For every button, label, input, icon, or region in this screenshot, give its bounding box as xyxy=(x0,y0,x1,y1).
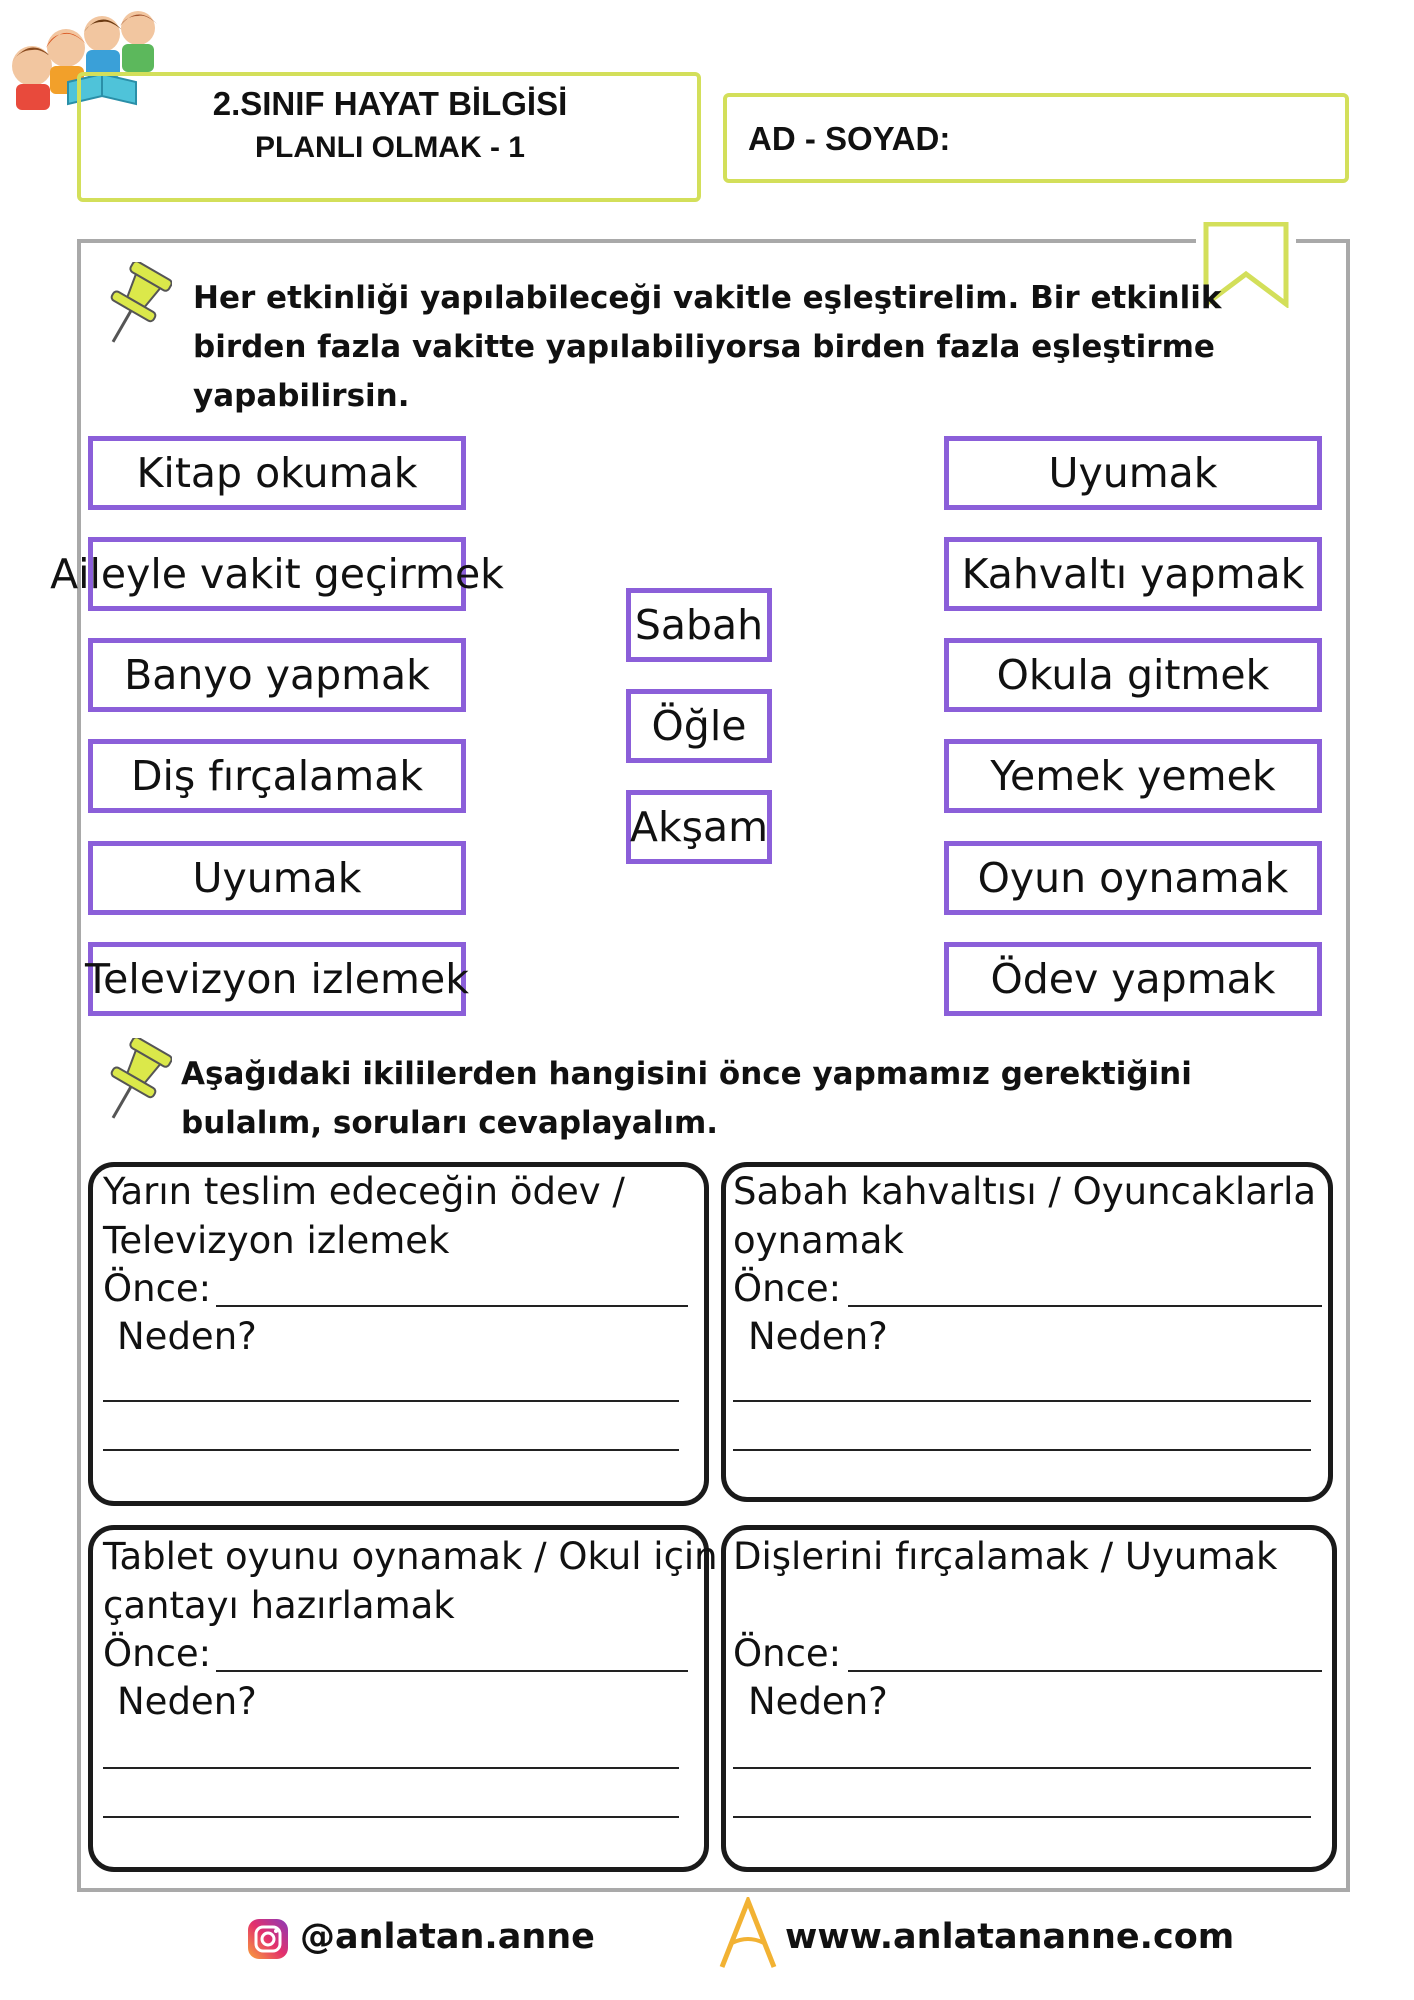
answer-line[interactable] xyxy=(103,1449,679,1451)
neden-label: Neden? xyxy=(117,1680,257,1723)
once-label: Önce: xyxy=(103,1267,212,1310)
left-activity-box[interactable]: Aileyle vakit geçirmek xyxy=(88,537,466,611)
instagram-icon xyxy=(246,1917,290,1961)
pushpin-icon xyxy=(100,262,172,352)
pushpin-icon xyxy=(100,1038,172,1128)
instruction-2-line2: bulalım, soruları cevaplayalım. xyxy=(181,1105,719,1141)
right-activity-box[interactable]: Oyun oynamak xyxy=(944,841,1322,915)
right-activity-box[interactable]: Ödev yapmak xyxy=(944,942,1322,1016)
instruction-2-line1: Aşağıdaki ikililerden hangisini önce yapmamız gerektiğini xyxy=(181,1056,1192,1092)
answer-line[interactable] xyxy=(103,1400,679,1402)
right-activity-box[interactable]: Yemek yemek xyxy=(944,739,1322,813)
left-activity-box[interactable]: Uyumak xyxy=(88,841,466,915)
once-label: Önce: xyxy=(733,1267,842,1310)
instagram-handle[interactable]: @anlatan.anne xyxy=(300,1917,595,1957)
answer-line[interactable] xyxy=(733,1449,1311,1451)
once-answer-line[interactable] xyxy=(848,1670,1322,1672)
once-answer-line[interactable] xyxy=(216,1670,688,1672)
once-label: Önce: xyxy=(103,1632,212,1675)
left-activity-box[interactable]: Diş fırçalamak xyxy=(88,739,466,813)
worksheet-title: 2.SINIF HAYAT BİLGİSİ xyxy=(212,85,568,122)
question-line2: çantayı hazırlamak xyxy=(103,1584,455,1627)
answer-line[interactable] xyxy=(733,1767,1311,1769)
instruction-1-line3: yapabilirsin. xyxy=(193,378,410,414)
once-answer-line[interactable] xyxy=(848,1305,1322,1307)
instruction-1-line2: birden fazla vakitte yapılabiliyorsa birden fazla eşleştirme xyxy=(193,329,1215,365)
website-link[interactable]: www.anlatananne.com xyxy=(785,1917,1235,1957)
question-line2: Televizyon izlemek xyxy=(103,1219,450,1262)
left-activity-box[interactable]: Banyo yapmak xyxy=(88,638,466,712)
time-box-evening[interactable]: Akşam xyxy=(626,790,772,864)
once-answer-line[interactable] xyxy=(216,1305,688,1307)
instruction-2 xyxy=(181,1050,1192,1148)
once-label: Önce: xyxy=(733,1632,842,1675)
left-activity-box[interactable]: Televizyon izlemek xyxy=(88,942,466,1016)
instruction-1-line1: Her etkinliği yapılabileceği vakitle eşleştirelim. Bir etkinlik xyxy=(193,280,1222,316)
right-activity-box[interactable]: Kahvaltı yapmak xyxy=(944,537,1322,611)
time-box-morning[interactable]: Sabah xyxy=(626,588,772,662)
neden-label: Neden? xyxy=(748,1315,888,1358)
question-line1: Sabah kahvaltısı / Oyuncaklarla xyxy=(733,1170,1317,1213)
answer-line[interactable] xyxy=(103,1767,679,1769)
name-label: AD - SOYAD: xyxy=(748,120,951,157)
answer-line[interactable] xyxy=(733,1400,1311,1402)
worksheet-subtitle: PLANLI OLMAK - 1 xyxy=(255,131,525,164)
question-line1: Dişlerini fırçalamak / Uyumak xyxy=(733,1535,1278,1578)
instruction-1 xyxy=(193,274,1221,421)
neden-label: Neden? xyxy=(117,1315,257,1358)
logo-a-icon xyxy=(718,1897,778,1969)
answer-line[interactable] xyxy=(103,1816,679,1818)
question-line2: oynamak xyxy=(733,1219,904,1262)
neden-label: Neden? xyxy=(748,1680,888,1723)
question-line1: Tablet oyunu oynamak / Okul için xyxy=(103,1535,718,1578)
answer-line[interactable] xyxy=(733,1816,1311,1818)
left-activity-box[interactable]: Kitap okumak xyxy=(88,436,466,510)
time-box-noon[interactable]: Öğle xyxy=(626,689,772,763)
question-line1: Yarın teslim edeceğin ödev / xyxy=(103,1170,625,1213)
right-activity-box[interactable]: Uyumak xyxy=(944,436,1322,510)
right-activity-box[interactable]: Okula gitmek xyxy=(944,638,1322,712)
